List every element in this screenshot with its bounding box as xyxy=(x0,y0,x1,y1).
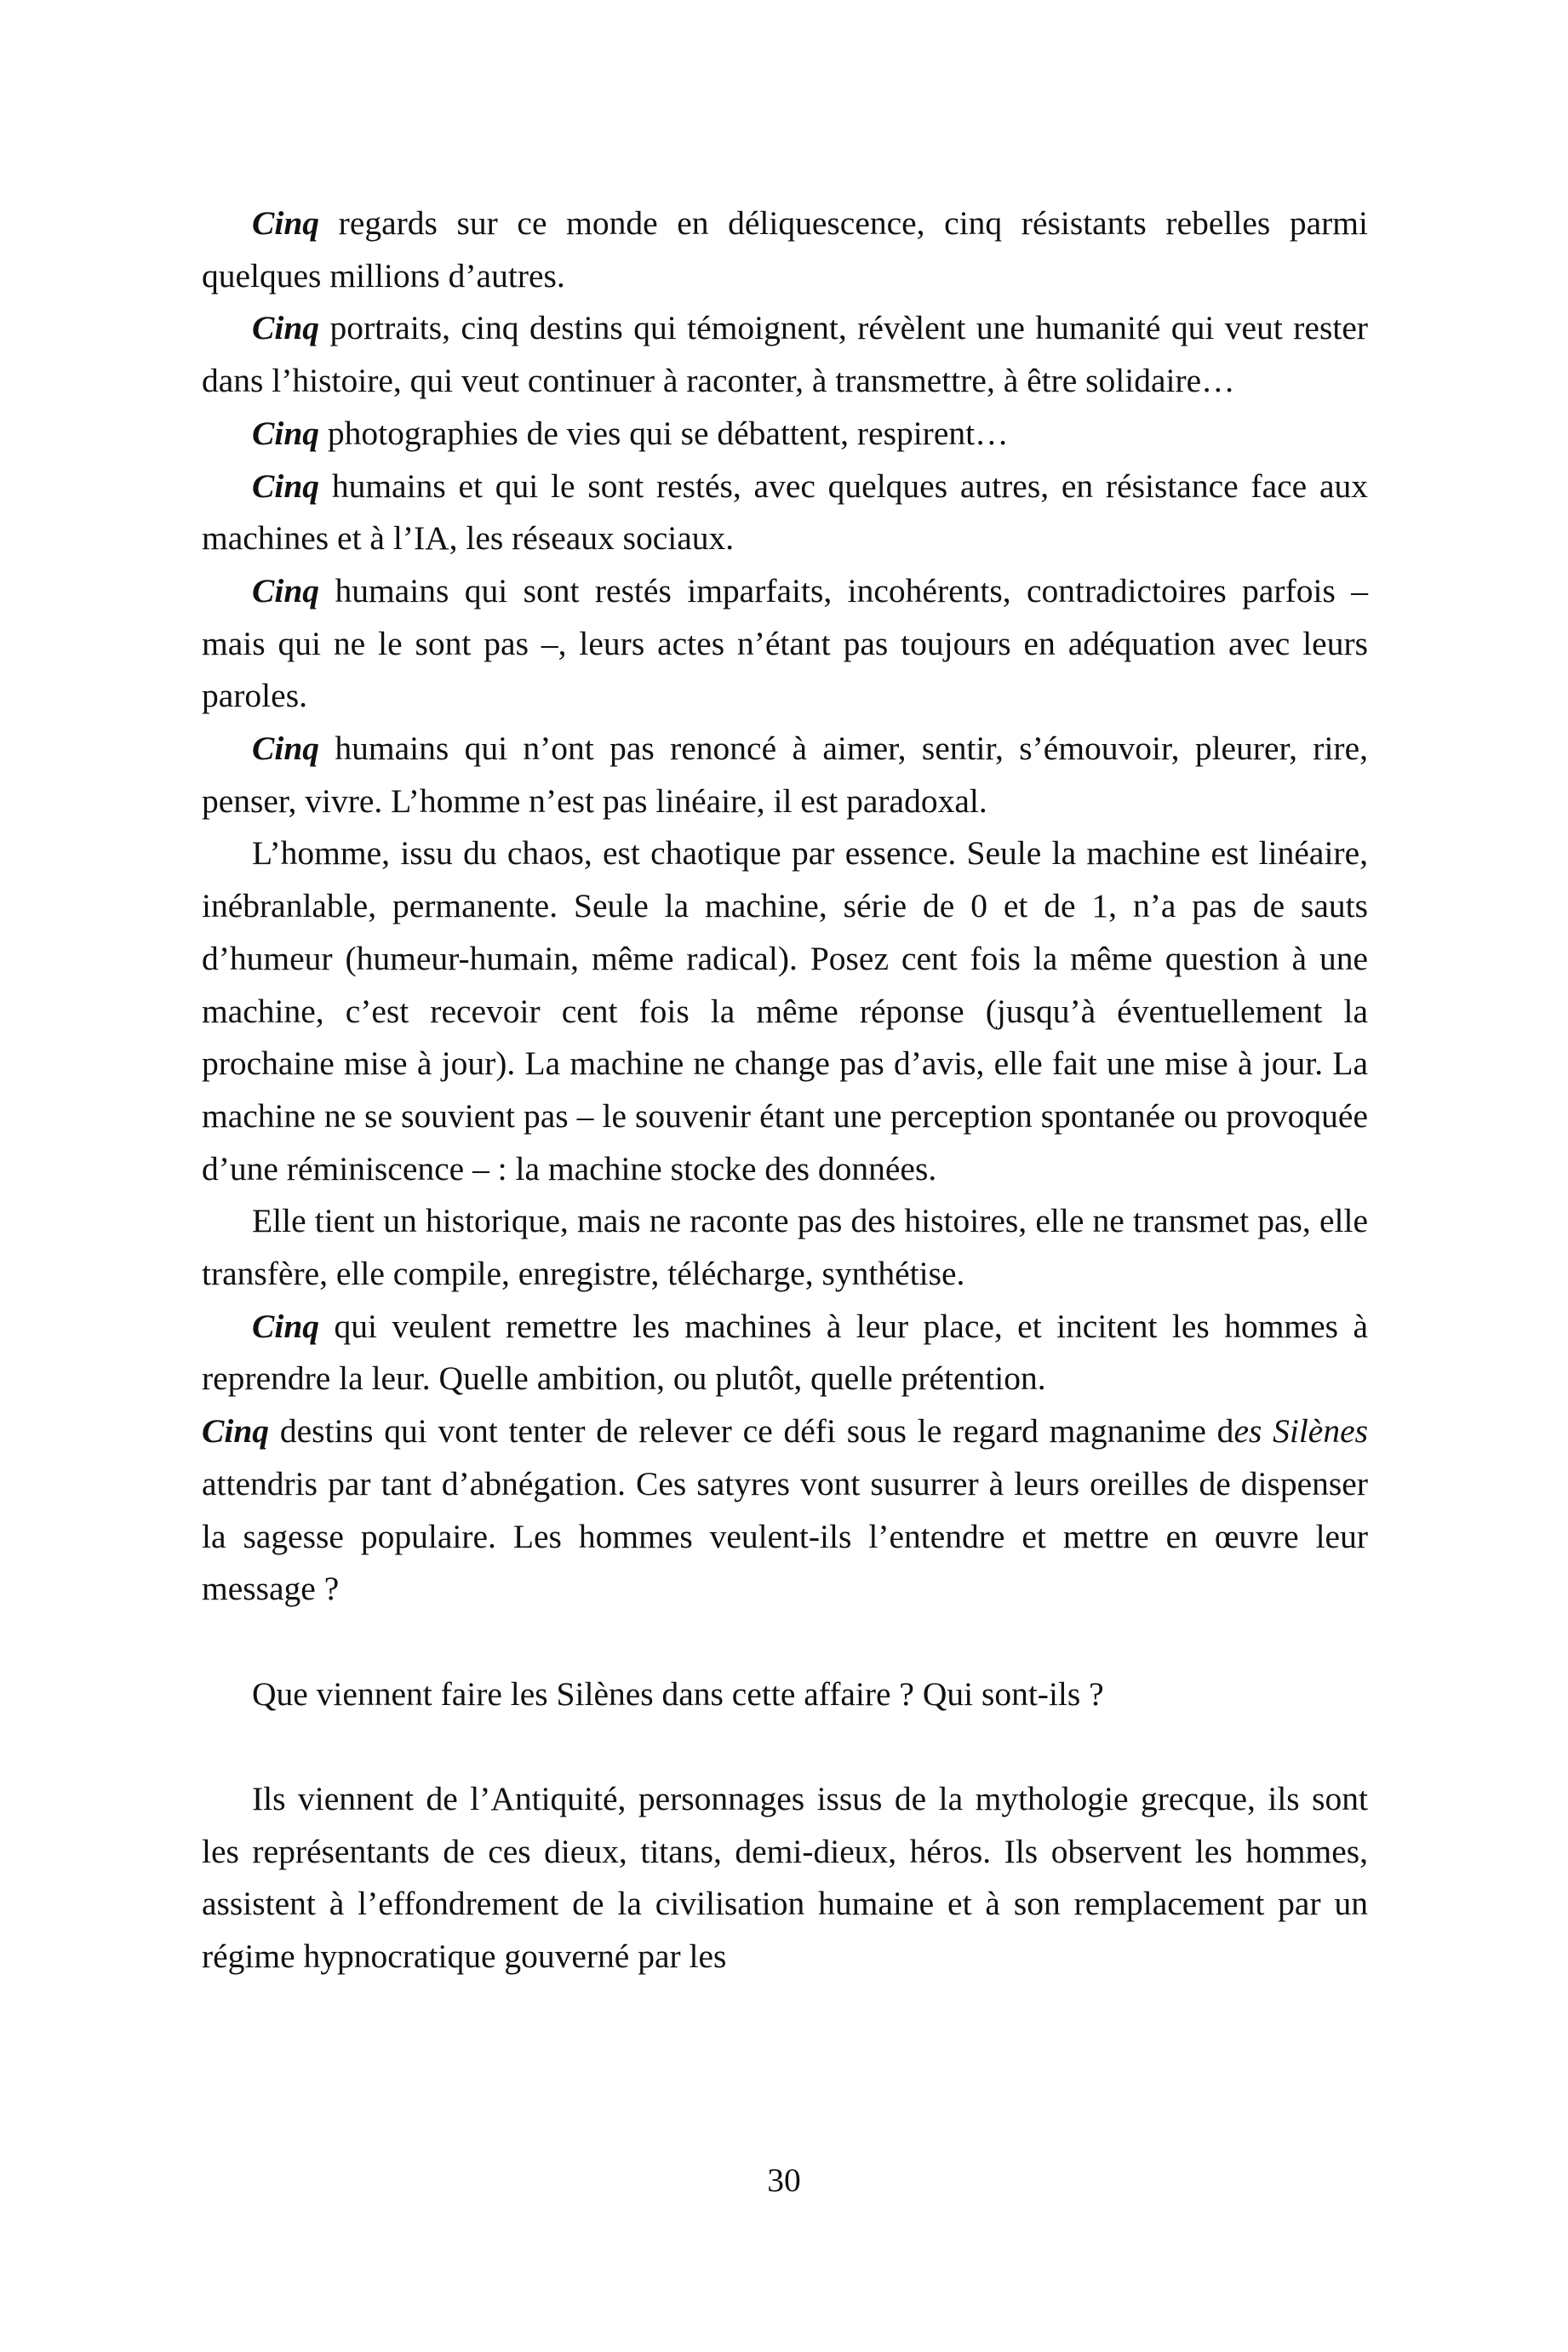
paragraph xyxy=(202,1773,1368,1983)
paragraph-text: Ils viennent de l’Antiquité, personnages issus de la mythologie grecque, ils sont les représentants de ces dieux, titans, demi-dieux, héros. Ils observent les hommes, assistent à l’effondrement de la civilisation humaine et à son remplacement par un régime hypnocratique gouverné par les xyxy=(202,1780,1368,1976)
paragraph-text: humains qui sont restés imparfaits, incohérents, contradictoires parfois – mais qui ne le sont pas –, leurs actes n’étant pas toujours en adéquation avec leurs paroles. xyxy=(202,571,1368,715)
paragraph xyxy=(202,1301,1368,1405)
page-number: 30 xyxy=(767,2161,801,2199)
paragraph xyxy=(202,565,1368,723)
paragraph-text: Que viennent faire les Silènes dans cette affaire ? Qui sont-ils ? xyxy=(252,1674,1104,1713)
paragraph-lead-word: Cinq xyxy=(252,204,320,242)
paragraph xyxy=(202,723,1368,827)
paragraph-text: humains et qui le sont restés, avec quelques autres, en résistance face aux machines et à l’IA, les réseaux sociaux. xyxy=(202,466,1368,558)
paragraph xyxy=(202,1405,1368,1616)
paragraph-lead-word: Cinq xyxy=(252,571,320,609)
paragraph xyxy=(202,408,1368,461)
paragraph-lead-word: Cinq xyxy=(252,414,320,452)
paragraph-text: L’homme, issu du chaos, est chaotique par essence. Seule la machine est linéaire, inébranlable, permanente. Seule la machine, série de 0 et de 1, n’a pas de sauts d’humeur (humeur-humain, même radical). Posez cent fois la même question à une machine, c’est recevoir cent fois la même réponse (jusqu’à éventuellement la prochaine mise à jour). La machine ne change pas d’avis, elle fait une mise à jour. La machine ne se souvient pas – le souvenir étant une perception spontanée ou provoquée d’une réminiscence – : la machine stocke des données. xyxy=(202,834,1368,1187)
paragraph-text: humains qui n’ont pas renoncé à aimer, sentir, s’émouvoir, pleurer, rire, penser, vivre. L’homme n’est pas linéaire, il est paradoxal. xyxy=(202,730,1368,820)
paragraph-text: attendris par tant d’abnégation. Ces satyres vont susurrer à leurs oreilles de dispenser la sagesse populaire. Les hommes veulent-ils l’entendre et mettre en œuvre leur message ? xyxy=(202,1464,1368,1608)
body-text xyxy=(202,197,1368,1983)
paragraph xyxy=(202,461,1368,565)
paragraph xyxy=(202,302,1368,407)
paragraph-lead-word: Cinq xyxy=(252,309,320,347)
paragraph-lead-word: Cinq xyxy=(252,466,320,505)
paragraph-text: Elle tient un historique, mais ne raconte pas des histoires, elle ne transmet pas, elle transfère, elle compile, enregistre, télécharge, synthétise. xyxy=(202,1202,1368,1293)
paragraph-lead-word: Cinq xyxy=(202,1412,270,1451)
paragraph xyxy=(202,1195,1368,1300)
paragraph-text: portraits, cinq destins qui témoignent, révèlent une humanité qui veut rester dans l’histoire, qui veut continuer à raconter, à transmettre, à être solidaire… xyxy=(202,309,1368,400)
paragraph xyxy=(202,827,1368,1195)
paragraph-italic-text: es Silènes xyxy=(1233,1412,1368,1451)
paragraph-lead-word: Cinq xyxy=(252,730,320,768)
paragraph-text: photographies de vies qui se débattent, respirent… xyxy=(319,414,1009,452)
paragraph xyxy=(202,1668,1368,1721)
paragraph-text: regards sur ce monde en déliquescence, cinq résistants rebelles parmi quelques millions d’autres. xyxy=(202,204,1368,295)
paragraph-text: qui veulent remettre les machines à leur place, et incitent les hommes à reprendre la leur. Quelle ambition, ou plutôt, quelle prétention. xyxy=(202,1307,1368,1398)
paragraph-text: destins qui vont tenter de relever ce défi sous le regard magnanime d xyxy=(269,1412,1234,1451)
paragraph xyxy=(202,197,1368,302)
paragraph-lead-word: Cinq xyxy=(252,1307,320,1345)
